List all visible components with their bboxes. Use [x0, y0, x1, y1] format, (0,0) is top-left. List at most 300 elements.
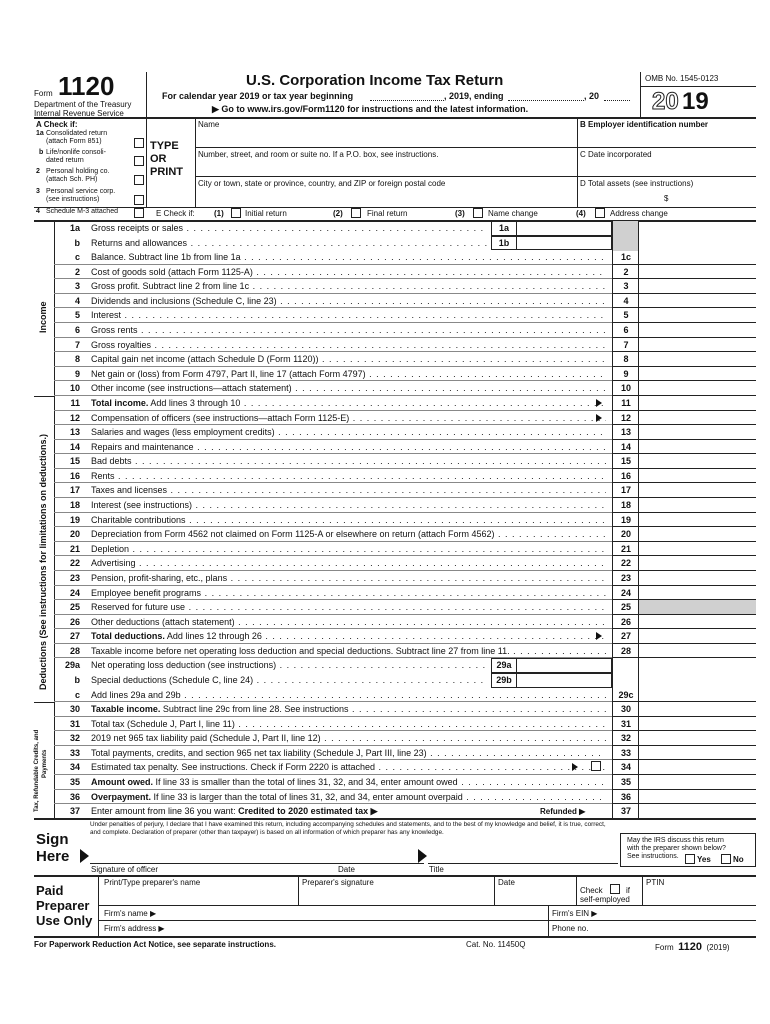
- line-description-text: Pension, profit-sharing, etc., plans: [91, 572, 228, 583]
- amount-field-26[interactable]: [639, 615, 756, 630]
- line-number: 18: [69, 500, 80, 511]
- amount-field-20[interactable]: [639, 527, 756, 542]
- line-ref-label: 37: [613, 804, 639, 819]
- leader-dots: [183, 223, 488, 233]
- leader-dots: [235, 617, 606, 627]
- irs-yes-checkbox[interactable]: [685, 854, 695, 864]
- line-25: [54, 600, 756, 615]
- leader-dots: [227, 573, 606, 583]
- print-label: PRINT: [150, 166, 183, 178]
- line-number: 30: [69, 704, 80, 715]
- sub-amount-field[interactable]: [517, 236, 612, 251]
- line-number: 29a: [64, 660, 80, 671]
- line-ref-label: 27: [613, 629, 639, 644]
- line-ref-label: 33: [613, 746, 639, 761]
- opt3-num: (3): [455, 209, 465, 218]
- perjury-statement-2: and complete. Declaration of preparer (other than taxpayer) is based on all information of which preparer has any knowledge.: [90, 829, 444, 836]
- title-arrow-icon: [418, 849, 427, 863]
- line-ref-label: 20: [613, 527, 639, 542]
- line-26: [54, 615, 756, 630]
- line-number: 23: [69, 572, 80, 583]
- form-word: Form: [34, 89, 53, 98]
- line-description: [91, 673, 488, 687]
- leader-dots: [249, 281, 606, 291]
- line-description-text: Overpayment.: [91, 791, 152, 802]
- leader-dots: [275, 427, 606, 437]
- leader-dots: [138, 325, 606, 335]
- line-description: [91, 542, 606, 556]
- line-number: b: [74, 237, 80, 248]
- tax-section-label: Tax, Refundable Credits, and: [34, 729, 40, 812]
- preparer-date-label: Date: [498, 878, 515, 887]
- amount-field-7[interactable]: [639, 338, 756, 353]
- line-number: c: [74, 252, 80, 263]
- total-assets-field[interactable]: [672, 189, 754, 206]
- line-35: [54, 775, 756, 790]
- here-title: Here: [36, 848, 70, 865]
- line-ref-label: 35: [613, 775, 639, 790]
- line-ref-label: 12: [613, 411, 639, 426]
- line-description: [91, 323, 606, 337]
- leader-dots: [241, 252, 606, 262]
- line-number: 28: [69, 645, 80, 656]
- line-description-text: Rents: [91, 470, 115, 481]
- sign-title: Sign: [36, 831, 69, 848]
- amount-field-36[interactable]: [639, 790, 756, 805]
- line-1b: [54, 236, 756, 251]
- line-description: [91, 279, 606, 293]
- line-description: [91, 454, 606, 468]
- line-ref-label: 15: [613, 454, 639, 469]
- line-description: [91, 790, 606, 804]
- check-e-row: [146, 208, 756, 220]
- line-number: 9: [74, 368, 80, 379]
- line-33: [54, 746, 756, 761]
- line-ref-label: 1c: [613, 250, 639, 265]
- line-ref-label: 32: [613, 731, 639, 746]
- line-2: [54, 265, 756, 280]
- amount-field-8[interactable]: [639, 352, 756, 367]
- preparer-signature-field[interactable]: [302, 888, 490, 904]
- amount-field-9[interactable]: [639, 367, 756, 382]
- line-description-text: Charitable contributions: [91, 514, 186, 525]
- officer-signature-field[interactable]: [90, 841, 334, 864]
- amount-field-24[interactable]: [639, 586, 756, 601]
- amount-field-37[interactable]: [639, 804, 756, 819]
- firm-address-label: Firm's address ▶: [104, 924, 165, 933]
- leader-dots: [187, 238, 488, 248]
- irs-label: Internal Revenue Service: [34, 109, 124, 118]
- leader-dots: [463, 792, 606, 802]
- line-number: 14: [69, 441, 80, 452]
- amount-field-19[interactable]: [639, 513, 756, 528]
- line-description: [91, 381, 606, 395]
- ptin-label: PTIN: [646, 878, 665, 887]
- type-or-print: [150, 140, 183, 179]
- form-title: U.S. Corporation Income Tax Return: [246, 72, 504, 89]
- line-23: [54, 571, 756, 586]
- amount-field-10[interactable]: [639, 381, 756, 396]
- line-ref-label: 6: [613, 323, 639, 338]
- leader-dots: [121, 310, 606, 320]
- credited-amount-field[interactable]: [434, 804, 534, 818]
- amount-field-6[interactable]: [639, 323, 756, 338]
- firm-name-field[interactable]: [184, 906, 546, 920]
- irs-no-checkbox[interactable]: [721, 854, 731, 864]
- line-number: 10: [69, 383, 80, 394]
- amount-field-33[interactable]: [639, 746, 756, 761]
- amount-field-15[interactable]: [639, 454, 756, 469]
- amount-field-16[interactable]: [639, 469, 756, 484]
- line-number: 20: [69, 529, 80, 540]
- goto-instructions: ▶ Go to www.irs.gov/Form1120 for instructions and the latest information.: [212, 104, 529, 114]
- officer-date-field[interactable]: [334, 841, 424, 864]
- line-22: [54, 556, 756, 571]
- item-3-num: 3: [36, 188, 40, 195]
- line-description-text: Estimated tax penalty. See instructions. Check if Form 2220 is attached: [91, 762, 375, 773]
- line-description: [91, 760, 606, 774]
- amount-field-14[interactable]: [639, 440, 756, 455]
- no-label: No: [733, 855, 744, 864]
- preparer-name-label: Print/Type preparer's name: [104, 878, 201, 887]
- line-description-text: Total income.: [91, 397, 149, 408]
- preparer-title: Preparer: [36, 898, 90, 913]
- date-incorporated-label: C Date incorporated: [580, 150, 652, 159]
- opt2-num: (2): [333, 209, 343, 218]
- line-number: 35: [69, 777, 80, 788]
- amount-field-28[interactable]: [639, 644, 756, 659]
- sign-here-section: [34, 819, 756, 875]
- line-description: [91, 265, 606, 279]
- line-description: [91, 644, 606, 658]
- sub-box-label: 1a: [491, 221, 517, 236]
- amount-field-18[interactable]: [639, 498, 756, 513]
- line-description: [91, 600, 606, 614]
- line-ref-label: 16: [613, 469, 639, 484]
- type-label: TYPE: [150, 140, 179, 152]
- irs-discuss-line2: with the preparer shown below?: [627, 845, 726, 852]
- item-1a-label2: (attach Form 851): [46, 138, 102, 145]
- line-description: [91, 658, 488, 672]
- line-ref-label: 7: [613, 338, 639, 353]
- firm-ein-field[interactable]: [606, 906, 754, 920]
- city-field[interactable]: [198, 189, 574, 206]
- life-nonlife-checkbox[interactable]: [134, 156, 144, 166]
- amount-field-29c[interactable]: [639, 688, 756, 703]
- line-number: 33: [69, 747, 80, 758]
- leader-dots: [348, 704, 606, 714]
- firm-address-field[interactable]: [184, 921, 546, 935]
- item-1b-label2: dated return: [46, 157, 84, 164]
- line-ref-label: 34: [613, 760, 639, 775]
- line-4: [54, 294, 756, 309]
- line-1c: [54, 250, 756, 265]
- line-description-text: Total payments, credits, and section 965 net tax liability (Schedule J, Part III, line 23): [91, 747, 427, 758]
- line-11: [54, 396, 756, 411]
- amount-field-21[interactable]: [639, 542, 756, 557]
- line-8: [54, 352, 756, 367]
- personal-holding-checkbox[interactable]: [134, 175, 144, 185]
- line-number: 2: [74, 266, 80, 277]
- sub-box-label: 29a: [491, 658, 517, 673]
- line-ref-label: 36: [613, 790, 639, 805]
- line-number: 6: [74, 325, 80, 336]
- line-description: [91, 586, 606, 600]
- line-37: [54, 804, 756, 819]
- leader-dots: [253, 267, 606, 277]
- line-description-text: Reserved for future use: [91, 602, 186, 613]
- omb-number: OMB No. 1545-0123: [645, 74, 719, 83]
- amount-field-27[interactable]: [639, 629, 756, 644]
- line-18: [54, 498, 756, 513]
- amount-field-2[interactable]: [639, 265, 756, 280]
- preparer-date-field[interactable]: [498, 888, 574, 904]
- street-field[interactable]: [198, 160, 574, 175]
- irs-discuss-line1: May the IRS discuss this return: [627, 837, 724, 844]
- line-description: [91, 629, 606, 643]
- line-description-text: Interest (see instructions): [91, 500, 193, 511]
- ptin-field[interactable]: [646, 888, 754, 904]
- line-description: [91, 221, 488, 235]
- line-ref-label: 18: [613, 498, 639, 513]
- amount-field-30[interactable]: [639, 702, 756, 717]
- sub-amount-field[interactable]: [517, 673, 612, 688]
- line-description-text: Bad debts: [91, 456, 132, 467]
- self-employed-check-label: Check: [580, 886, 603, 895]
- line-ref-label: 24: [613, 586, 639, 601]
- leader-dots: [292, 383, 606, 393]
- line-19: [54, 513, 756, 528]
- amount-field-13[interactable]: [639, 425, 756, 440]
- amount-field-32[interactable]: [639, 731, 756, 746]
- line-description-text: Salaries and wages (less employment credits): [91, 427, 275, 438]
- shaded-cell-1ab: [613, 221, 638, 251]
- leader-dots: [235, 719, 606, 729]
- line-34: [54, 760, 756, 775]
- line-ref-label: 10: [613, 381, 639, 396]
- catalog-number: Cat. No. 11450Q: [466, 940, 526, 949]
- line-number: 4: [74, 295, 80, 306]
- line-description-text: Net gain or (loss) from Form 4797, Part II, line 17 (attach Form 4797): [91, 368, 366, 379]
- amount-field-11[interactable]: [639, 396, 756, 411]
- schedule-m3-checkbox[interactable]: [134, 208, 144, 218]
- line-description-text: Cost of goods sold (attach Form 1125-A): [91, 266, 253, 277]
- leader-dots: [129, 544, 606, 554]
- line-number: 19: [69, 514, 80, 525]
- tax-year-begin-field[interactable]: [370, 100, 444, 101]
- leader-dots: [495, 529, 606, 539]
- line-number: 13: [69, 427, 80, 438]
- line-13: [54, 425, 756, 440]
- form-2220-checkbox[interactable]: [591, 761, 601, 771]
- leader-dots: [194, 442, 606, 452]
- date-incorporated-field[interactable]: [580, 160, 754, 175]
- line-ref-label: 23: [613, 571, 639, 586]
- preparer-signature-label: Preparer's signature: [302, 878, 374, 887]
- personal-service-checkbox[interactable]: [134, 195, 144, 205]
- signature-officer-label: Signature of officer: [91, 865, 159, 874]
- amount-field-31[interactable]: [639, 717, 756, 732]
- final-return-label: Final return: [367, 209, 408, 218]
- line-description-rest: If line 33 is smaller than the total of lines 31, 32, and 34, enter amount owed: [153, 777, 458, 788]
- leader-dots: [167, 485, 606, 495]
- line-21: [54, 542, 756, 557]
- item-3-label2: (see instructions): [46, 196, 100, 203]
- total-assets-label: D Total assets (see instructions): [580, 179, 694, 188]
- line-description-rest: Add lines 3 through 10: [148, 397, 241, 408]
- paperwork-notice: For Paperwork Reduction Act Notice, see separate instructions.: [34, 940, 276, 949]
- line-description-text: Capital gain net income (attach Schedule D (Form 1120)): [91, 354, 319, 365]
- item-3-label: Personal service corp.: [46, 188, 116, 195]
- item-2-num: 2: [36, 168, 40, 175]
- tax-year-end-field[interactable]: [508, 100, 584, 101]
- line-description-text: Advertising: [91, 558, 136, 569]
- line-description: [91, 352, 606, 366]
- preparer-name-field[interactable]: [104, 888, 294, 904]
- sign-date-label: Date: [338, 865, 355, 874]
- line-number: 5: [74, 310, 80, 321]
- line-14: [54, 440, 756, 455]
- line-number: 1a: [69, 223, 80, 233]
- amount-field-1c[interactable]: [639, 250, 756, 265]
- final-return-checkbox[interactable]: [351, 208, 361, 218]
- line-description-text: Dividends and inclusions (Schedule C, line 23): [91, 295, 277, 306]
- calendar-year-label: For calendar year 2019 or tax year beginning: [162, 91, 354, 101]
- phone-field[interactable]: [594, 921, 754, 935]
- line-3: [54, 279, 756, 294]
- footer-form-number: 1120: [678, 941, 702, 953]
- self-employed-label: self-employed: [580, 895, 630, 904]
- item-2-label: Personal holding co.: [46, 168, 110, 175]
- line-description-text: Net operating loss deduction (see instructions): [91, 660, 277, 671]
- line-description: [91, 367, 606, 381]
- line-description: [91, 746, 606, 760]
- opt4-num: (4): [576, 209, 586, 218]
- form-header: [34, 72, 756, 118]
- check-a-title: A Check if:: [36, 120, 78, 129]
- line-description-text: Depletion: [91, 543, 130, 554]
- amount-field-25: [639, 600, 756, 615]
- line-description: [91, 731, 606, 745]
- year-end-label: , 20: [584, 91, 600, 101]
- deductions-section-label: Deductions (See instructions for limitations on deductions.): [38, 433, 48, 690]
- title-label: Title: [429, 865, 444, 874]
- name-field[interactable]: [198, 130, 574, 146]
- amount-field-23[interactable]: [639, 571, 756, 586]
- firm-name-label: Firm's name ▶: [104, 909, 157, 918]
- line-27: [54, 629, 756, 644]
- sub-amount-field[interactable]: [517, 221, 612, 236]
- line-28: [54, 644, 756, 659]
- address-change-label: Address change: [610, 209, 668, 218]
- line-24: [54, 586, 756, 601]
- line-1a: [54, 221, 756, 236]
- line-description-text: Amount owed.: [91, 777, 153, 788]
- address-change-checkbox[interactable]: [595, 208, 605, 218]
- check-a-section: [34, 118, 146, 219]
- amount-field-17[interactable]: [639, 483, 756, 498]
- leader-dots: [185, 602, 606, 612]
- leader-dots: [277, 296, 606, 306]
- sign-arrow-icon: [80, 849, 89, 863]
- if-label: if: [626, 886, 630, 895]
- name-change-label: Name change: [488, 209, 538, 218]
- name-change-checkbox[interactable]: [473, 208, 483, 218]
- footer-form-id: [655, 937, 730, 955]
- officer-title-field[interactable]: [428, 841, 618, 864]
- line-description: [91, 236, 488, 250]
- amount-field-12[interactable]: [639, 411, 756, 426]
- refunded-label: Refunded ▶: [540, 807, 586, 817]
- item-1a-label: Consolidated return: [46, 130, 108, 137]
- leader-dots: [115, 471, 606, 481]
- perjury-statement: Under penalties of perjury, I declare that I have examined this return, including accompanying schedules and statements, and to the best of my knowledge and belief, it is true, correct,: [90, 821, 606, 828]
- line-description: [91, 615, 606, 629]
- line-ref-label: 22: [613, 556, 639, 571]
- self-employed-checkbox[interactable]: [610, 884, 620, 894]
- line-number: 34: [69, 762, 80, 773]
- amount-field-5[interactable]: [639, 308, 756, 323]
- amount-field-4[interactable]: [639, 294, 756, 309]
- amount-field-35[interactable]: [639, 775, 756, 790]
- line-description: [91, 440, 606, 454]
- ein-field[interactable]: [580, 130, 754, 146]
- line-ref-label: 30: [613, 702, 639, 717]
- or-label: OR: [150, 153, 167, 165]
- line-number: 31: [69, 718, 80, 729]
- sub-amount-field[interactable]: [517, 658, 612, 673]
- right-arrow-icon: [596, 632, 602, 640]
- paid-preparer-section: [34, 876, 756, 936]
- line-description: [91, 717, 606, 731]
- amount-field-34[interactable]: [639, 760, 756, 775]
- line-description-rest: Subtract line 29c from line 28. See instructions: [160, 704, 349, 715]
- amount-field-22[interactable]: [639, 556, 756, 571]
- initial-return-label: Initial return: [245, 209, 287, 218]
- tax-year-end-yy-field[interactable]: [604, 100, 630, 101]
- line-description: [91, 498, 606, 512]
- leader-dots: [321, 733, 606, 743]
- leader-dots: [276, 660, 488, 670]
- amount-field-3[interactable]: [639, 279, 756, 294]
- leader-dots: [253, 675, 488, 685]
- leader-dots: [192, 500, 606, 510]
- firm-ein-label: Firm's EIN ▶: [552, 909, 598, 918]
- line-number: 26: [69, 616, 80, 627]
- line-description: [91, 556, 606, 570]
- right-arrow-icon: [572, 763, 578, 771]
- leader-dots: [349, 413, 606, 423]
- line-ref-label: 4: [613, 294, 639, 309]
- line-ref-label: 2: [613, 265, 639, 280]
- leader-dots: [366, 369, 606, 379]
- leader-dots: [201, 588, 606, 598]
- leader-dots: [151, 340, 606, 350]
- line-number: 22: [69, 558, 80, 569]
- line-7: [54, 338, 756, 353]
- consolidated-return-checkbox[interactable]: [134, 138, 144, 148]
- dollar-sign: $: [664, 194, 669, 203]
- line-description-text: Employee benefit programs: [91, 587, 202, 598]
- line-ref-label: 31: [613, 717, 639, 732]
- initial-return-checkbox[interactable]: [231, 208, 241, 218]
- line-ref-label: 8: [613, 352, 639, 367]
- phone-label: Phone no.: [552, 924, 589, 933]
- line-description-text: Gross receipts or sales: [91, 223, 184, 233]
- line-description: [91, 513, 606, 527]
- line-number: 16: [69, 470, 80, 481]
- line-description: [91, 527, 606, 541]
